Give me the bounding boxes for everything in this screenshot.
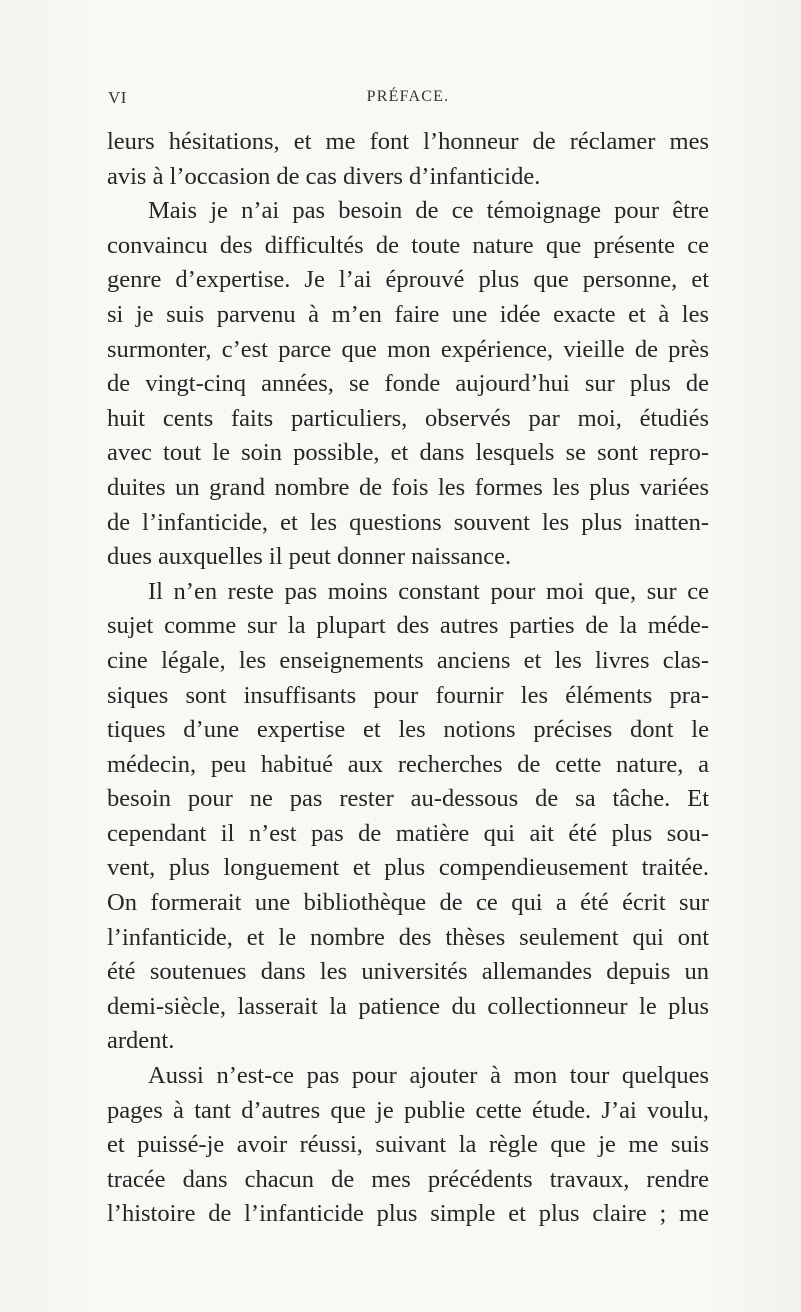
body-text: [107, 125, 709, 1232]
text-line: cependant il n’est pas de matière qui ait été plus sou-: [107, 819, 709, 847]
text-line: tracée dans chacun de mes précédents travaux, rendre: [107, 1165, 709, 1193]
text-line: pages à tant d’autres que je publie cette étude. J’ai voulu,: [107, 1096, 709, 1124]
text-line: de vingt-cinq années, se fonde aujourd’hui sur plus de: [107, 370, 709, 398]
text-line: vent, plus longuement et plus compendieusement traitée.: [107, 854, 709, 882]
text-line: huit cents faits particuliers, observés par moi, étudiés: [107, 404, 709, 432]
text-line: duites un grand nombre de fois les formes les plus variées: [107, 473, 709, 501]
text-line: été soutenues dans les universités allemandes depuis un: [107, 958, 709, 986]
text-line: Aussi n’est-ce pas pour ajouter à mon tour quelques: [148, 1062, 709, 1090]
page-header: [108, 88, 708, 112]
text-line: l’histoire de l’infanticide plus simple et plus claire ; me: [107, 1200, 709, 1228]
text-line: si je suis parvenu à m’en faire une idée exacte et à les: [107, 300, 709, 328]
text-line: dues auxquelles il peut donner naissance.: [107, 543, 512, 571]
text-line: convaincu des difficultés de toute nature que présente ce: [107, 231, 709, 259]
text-line: genre d’expertise. Je l’ai éprouvé plus que personne, et: [107, 266, 709, 294]
page-number: VI: [108, 88, 127, 107]
text-line: leurs hésitations, et me font l’honneur de réclamer mes: [107, 128, 709, 155]
text-line: ardent.: [107, 1027, 175, 1055]
text-line: de l’infanticide, et les questions souvent les plus inatten-: [107, 508, 709, 536]
text-line: médecin, peu habitué aux recherches de cette nature, a: [107, 750, 709, 778]
text-line: cine légale, les enseignements anciens et les livres clas-: [107, 646, 709, 674]
running-title: PRÉFACE.: [366, 88, 450, 105]
text-line: Mais je n’ai pas besoin de ce témoignage pour être: [148, 197, 709, 225]
text-line: l’infanticide, et le nombre des thèses seulement qui ont: [107, 923, 709, 951]
text-line: besoin pour ne pas rester au-dessous de sa tâche. Et: [107, 785, 709, 813]
text-line: avec tout le soin possible, et dans lesquels se sont repro-: [107, 439, 709, 467]
text-line: et puissé-je avoir réussi, suivant la règle que je me suis: [107, 1131, 709, 1159]
text-line: siques sont insuffisants pour fournir les éléments pra-: [107, 681, 709, 709]
text-line: On formerait une bibliothèque de ce qui a été écrit sur: [107, 889, 709, 917]
text-line: tiques d’une expertise et les notions précises dont le: [107, 716, 709, 744]
text-line: sujet comme sur la plupart des autres parties de la méde-: [107, 612, 709, 640]
text-line: Il n’en reste pas moins constant pour moi que, sur ce: [148, 577, 709, 605]
text-line: demi-siècle, lasserait la patience du collectionneur le plus: [107, 992, 709, 1020]
text-line: surmonter, c’est parce que mon expérience, vieille de près: [107, 335, 709, 363]
text-line: avis à l’occasion de cas divers d’infanticide.: [107, 162, 541, 190]
